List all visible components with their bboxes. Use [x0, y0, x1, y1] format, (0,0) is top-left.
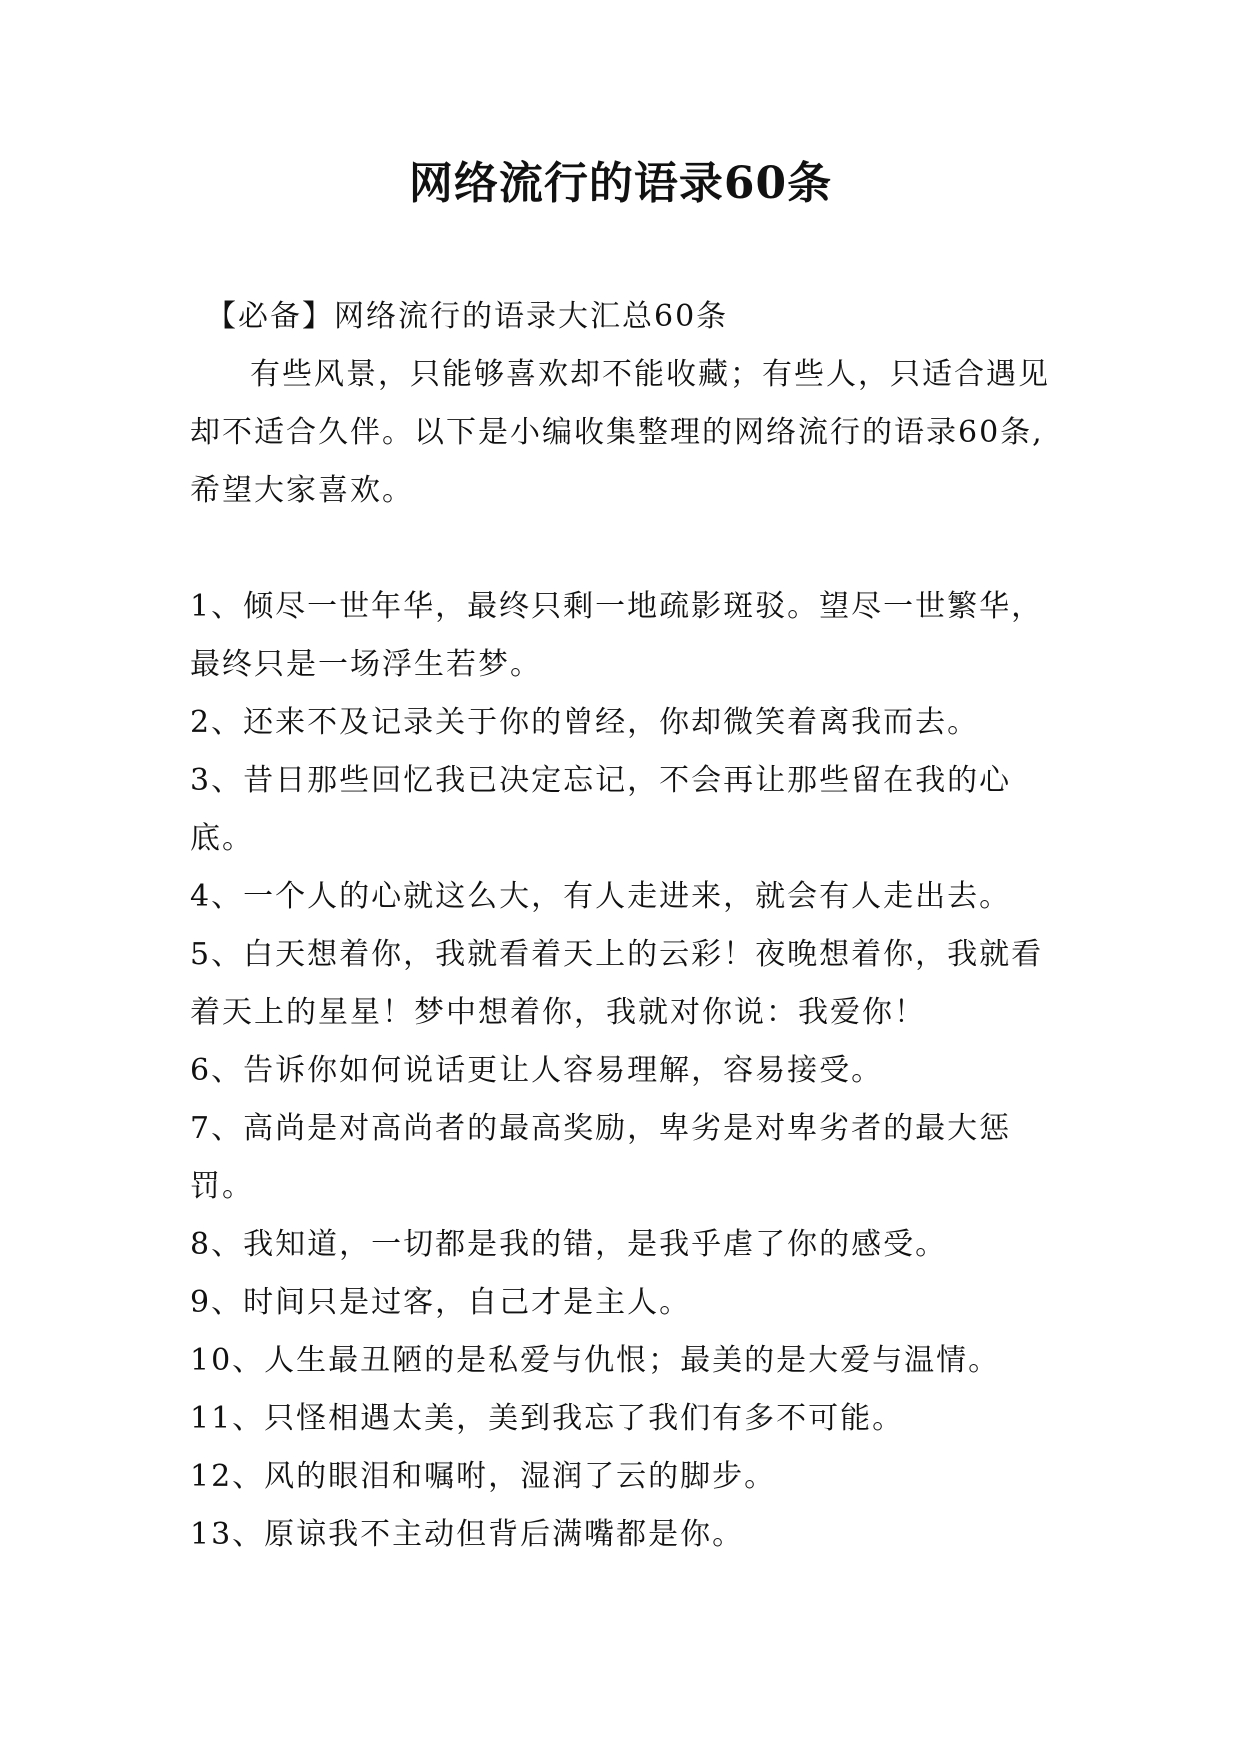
quote-item: 12、风的眼泪和嘱咐，湿润了云的脚步。	[190, 1459, 777, 1494]
document-title: 网络流行的语录60条	[408, 158, 833, 209]
quote-item: 3、昔日那些回忆我已决定忘记，不会再让那些留在我的心底。	[190, 763, 1012, 856]
quote-item: 5、白天想着你，我就看着天上的云彩！夜晚想着你，我就看着天上的星星！梦中想着你，我就对你说：我爱你！	[190, 937, 1044, 1030]
quote-item: 1、倾尽一世年华，最终只剩一地疏影斑驳。望尽一世繁华，最终只是一场浮生若梦。	[190, 589, 1044, 682]
quote-item: 13、原谅我不主动但背后满嘴都是你。	[190, 1517, 745, 1552]
quote-item: 7、高尚是对高尚者的最高奖励，卑劣是对卑劣者的最大惩罚。	[190, 1111, 1012, 1204]
document-subtitle: 【必备】网络流行的语录大汇总60条	[206, 299, 729, 334]
quote-item: 9、时间只是过客，自己才是主人。	[190, 1285, 692, 1320]
quote-item: 8、我知道，一切都是我的错，是我乎虐了你的感受。	[190, 1227, 948, 1262]
paragraph-spacer	[190, 520, 1070, 578]
quote-item: 11、只怪相遇太美，美到我忘了我们有多不可能。	[190, 1401, 905, 1436]
document-body	[190, 288, 1070, 1564]
quote-item: 2、还来不及记录关于你的曾经，你却微笑着离我而去。	[190, 705, 980, 740]
intro-paragraph: 有些风景，只能够喜欢却不能收藏；有些人，只适合遇见却不适合久伴。以下是小编收集整理的网络流行的语录60条,希望大家喜欢。	[190, 357, 1050, 508]
quote-item: 10、人生最丑陋的是私爱与仇恨；最美的是大爱与温情。	[190, 1343, 1001, 1378]
quote-item: 4、一个人的心就这么大，有人走进来，就会有人走出去。	[190, 879, 1012, 914]
quote-item: 6、告诉你如何说话更让人容易理解，容易接受。	[190, 1053, 884, 1088]
